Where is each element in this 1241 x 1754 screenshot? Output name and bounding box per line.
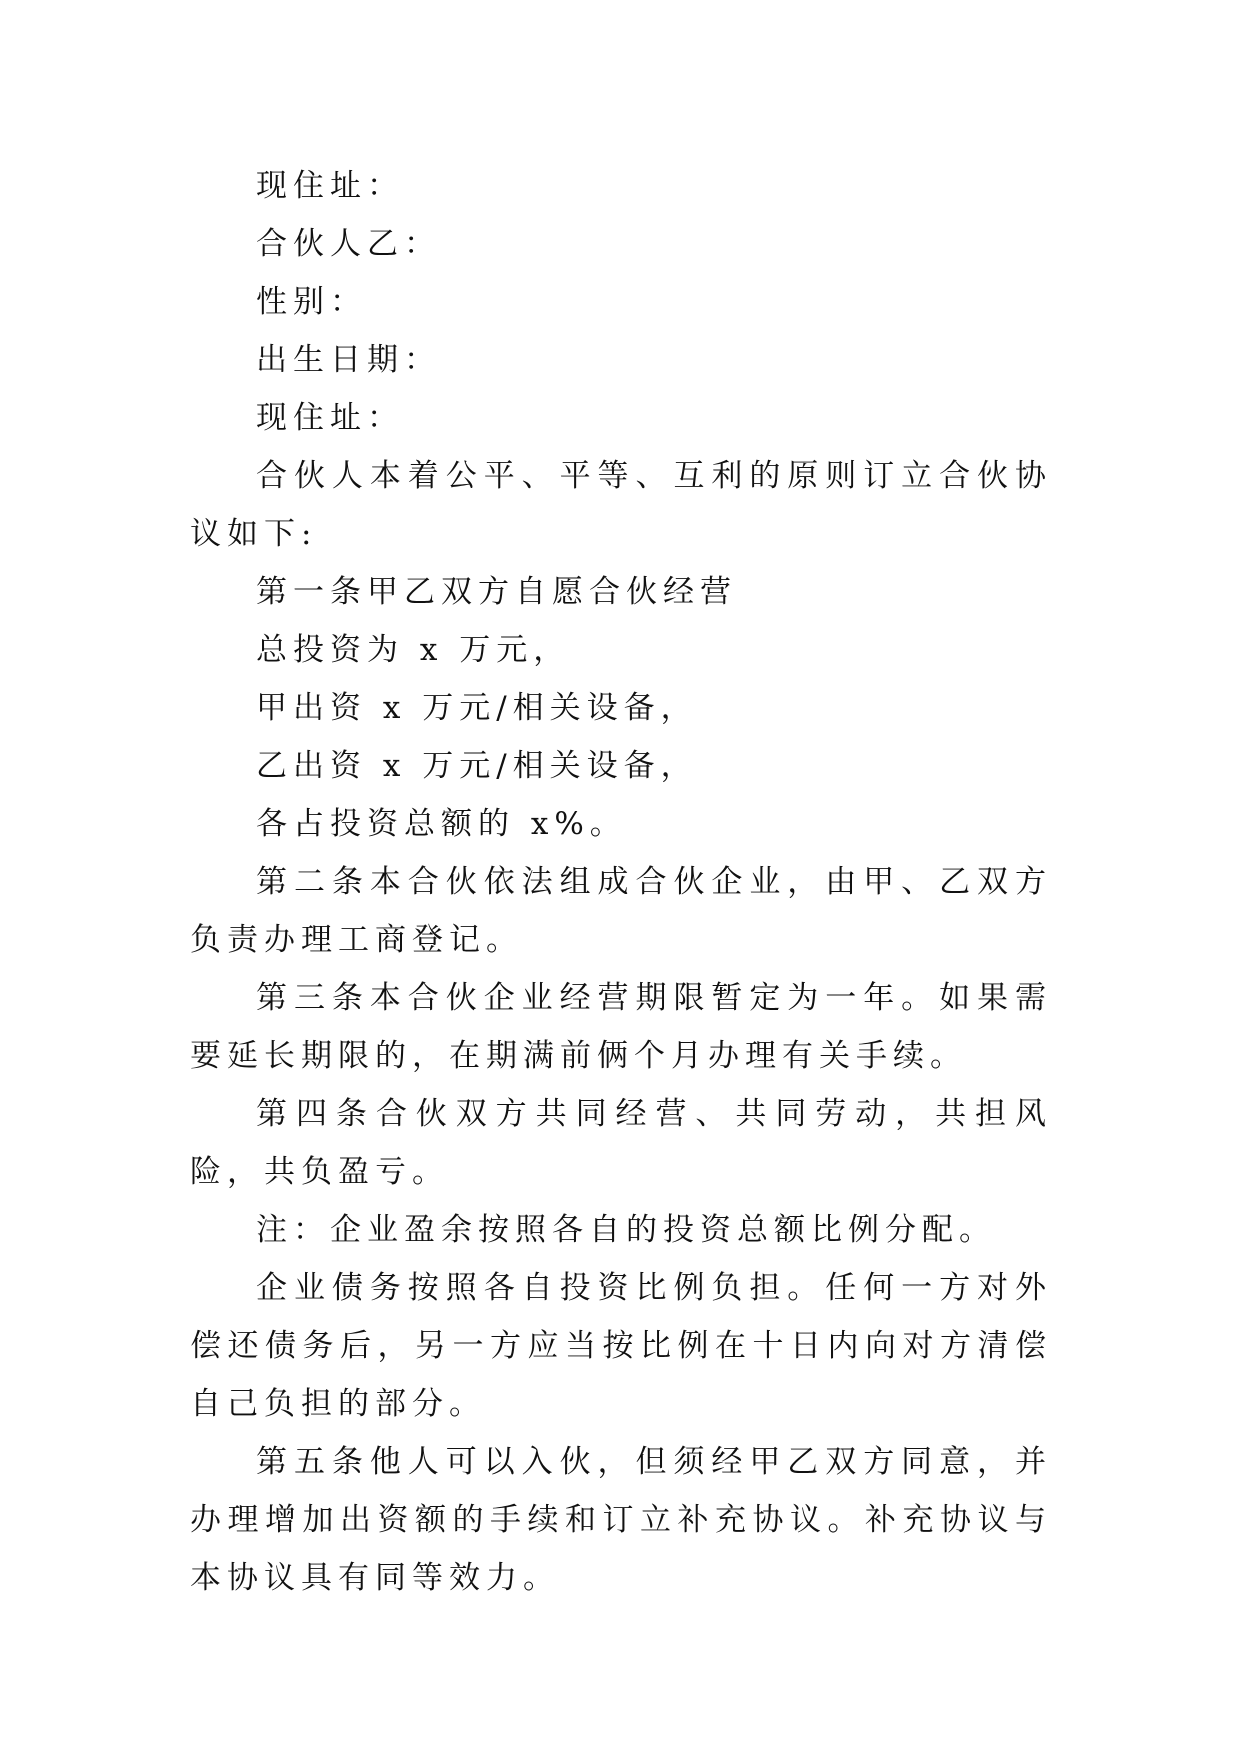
- article-5: 第五条他人可以入伙，但须经甲乙双方同意，并办理增加出资额的手续和订立补充协议。补充协议与本协议具有同等效力。: [190, 1444, 1052, 1596]
- birth-date-line: 出生日期：: [256, 342, 441, 378]
- article-2: 第二条本合伙依法组成合伙企业，由甲、乙双方负责办理工商登记。: [190, 864, 1052, 958]
- gender-line: 性别：: [256, 284, 367, 320]
- partner-b-line: 合伙人乙：: [256, 226, 441, 262]
- address-line: 现住址：: [256, 168, 404, 204]
- article-3: 第三条本合伙企业经营期限暂定为一年。如果需要延长期限的，在期满前俩个月办理有关手续。: [190, 980, 1052, 1074]
- article-1-heading: 第一条甲乙双方自愿合伙经营: [256, 574, 737, 610]
- debt-clause: 企业债务按照各自投资比例负担。任何一方对外偿还债务后，另一方应当按比例在十日内向对方清偿自己负担的部分。: [190, 1270, 1052, 1422]
- investment-share: 各占投资总额的 x%。: [256, 806, 627, 842]
- article-4: 第四条合伙双方共同经营、共同劳动，共担风险，共负盈亏。: [190, 1096, 1052, 1190]
- document-body: [190, 157, 1052, 1607]
- profit-note: 注：企业盈余按照各自的投资总额比例分配。: [256, 1212, 996, 1248]
- partner-a-contribution: 甲出资 x 万元/相关设备，: [256, 690, 698, 726]
- total-investment: 总投资为 x 万元，: [256, 632, 571, 668]
- agreement-intro: 合伙人本着公平、平等、互利的原则订立合伙协议如下:: [190, 458, 1052, 552]
- address-line-b: 现住址：: [256, 400, 404, 436]
- partner-b-contribution: 乙出资 x 万元/相关设备，: [256, 748, 698, 784]
